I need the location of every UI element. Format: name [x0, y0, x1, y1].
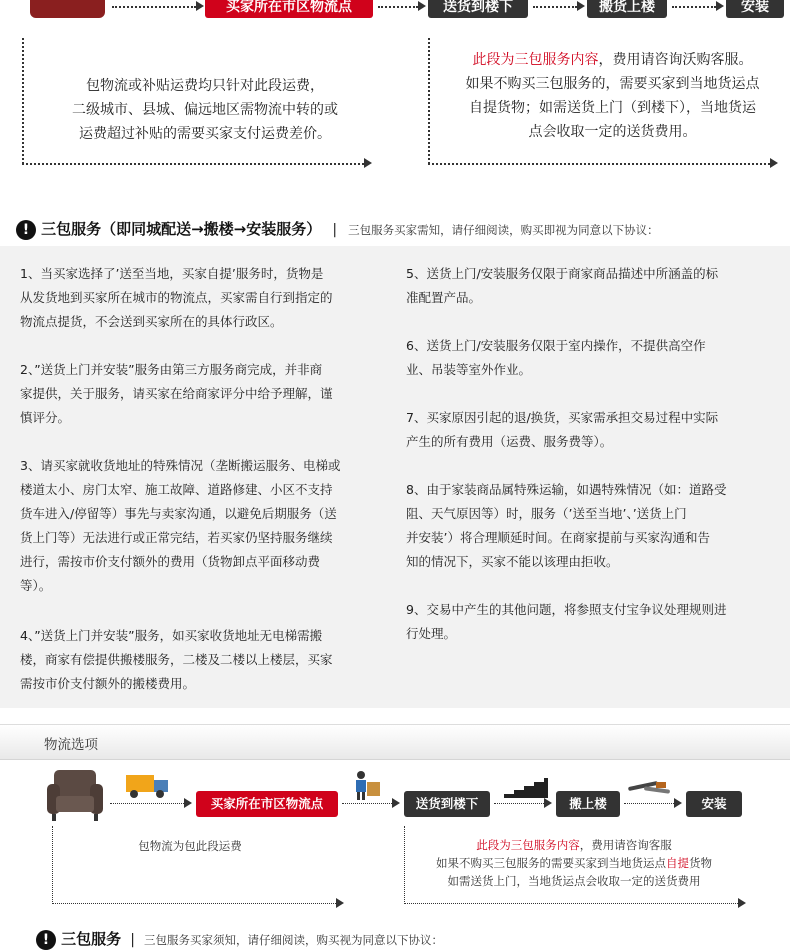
logistics-header-bar: [0, 724, 790, 760]
section-subtitle: 三包服务买家需知，请仔细阅读，购买即视为同意以下协议：: [348, 223, 659, 237]
logistics-right-note: 此段为三包服务内容，费用请咨询客服 如果不购买三包服务的需要买家到当地货运点自提货物 如需送货上门，当地货运点会收取一定的送货费用: [436, 838, 712, 888]
stage-install: 安装: [726, 0, 784, 18]
term-1: 1、当买家选择了’送至当地，买家自提’服务时，货物是 从发货地到买家所在城市的物流点，买家需自行到指定的 物流点提货，不会送到买家所在的具体行政区。: [20, 266, 333, 329]
term-2: 2、”送货上门并安装”服务由第三方服务商完成，并非商 家提供，关于服务，请买家在给商家评分中给予理解，谨 慎评分。: [20, 362, 333, 425]
section-header: ! 三包服务（即同城配送→搬楼→安装服务） | 三包服务买家需知，请仔细阅读，购买即视为同意以下协议：: [16, 218, 786, 240]
logistics-header: 物流选项: [44, 737, 98, 753]
exclamation-icon: !: [16, 220, 36, 240]
term-3: 3、请买家就收货地址的特殊情况（垄断搬运服务、电梯或 楼道太小、房门太窄、施工故障、道路修建、小区不支持 货车进入/停留等）事先与卖家沟通，以避免后期服务（送 货上门等）无法进行或正常完结，若买家仍坚持服务继续 进行，需按市价支付额外的费用（货物卸点平面移动费 等）。: [20, 458, 341, 593]
logistics-stage-downstairs: 送货到楼下: [404, 791, 490, 817]
section-title: 三包服务（即同城配送→搬楼→安装服务）: [41, 220, 322, 238]
armchair-icon: [46, 768, 104, 822]
logistics-stage-install: 安装: [686, 791, 742, 817]
truck-icon: [126, 772, 170, 800]
exclamation-icon: !: [36, 930, 56, 950]
footer-header: ! 三包服务 | 三包服务买家须知，请仔细阅读，购买视为同意以下协议：: [36, 928, 786, 950]
sofa-image: [30, 0, 105, 18]
stairs-icon: [504, 778, 548, 798]
top-right-note: 此段为三包服务内容，费用请咨询沃购客服。 如果不购买三包服务的，需要买家到当地货运点 自提货物；如需送货上门（到楼下），当地货运 点会收取一定的送货费用。: [465, 52, 760, 140]
logistics-stage-upstairs: 搬上楼: [556, 791, 620, 817]
top-left-note: 包物流或补贴运费均只针对此段运费， 二级城市、县城、偏远地区需物流中转的或 运费超过补贴的需要买家支付运费差价。: [72, 78, 338, 142]
footer-title: 三包服务: [61, 930, 122, 948]
term-5: 5、送货上门/安装服务仅限于商家商品描述中所涵盖的标 准配置产品。: [406, 266, 719, 305]
stage-carry-upstairs: 搬货上楼: [587, 0, 667, 18]
logistics-left-note: 包物流为包此段运费: [138, 839, 242, 853]
tools-icon: [626, 776, 674, 798]
logistics-stage-city: 买家所在市区物流点: [196, 791, 338, 817]
term-8: 8、由于家装商品属特殊运输，如遇特殊情况（如：道路受 阻、天气原因等）时，服务（’送至当地’、’送货上门 并安装’）将合理顺延时间。在商家提前与买家沟通和告 知的情况下，买家不能以该理由拒收。: [406, 482, 727, 569]
stage-deliver-downstairs: 送货到楼下: [428, 0, 528, 18]
term-4: 4、”送货上门并安装”服务，如买家收货地址无电梯需搬 楼，商家有偿提供搬楼服务，二楼及二楼以上楼层，买家 需按市价支付额外的搬楼费用。: [20, 628, 333, 691]
delivery-man-icon: [352, 770, 382, 800]
term-9: 9、交易中产生的其他问题，将参照支付宝争议处理规则进 行处理。: [406, 602, 727, 641]
stage-city-logistics: 买家所在市区物流点: [205, 0, 373, 18]
term-6: 6、送货上门/安装服务仅限于室内操作，不提供高空作 业、吊装等室外作业。: [406, 338, 706, 377]
term-7: 7、买家原因引起的退/换货，买家需承担交易过程中实际 产生的所有费用（运费、服务费等）。: [406, 410, 719, 449]
footer-subtitle: 三包服务买家须知，请仔细阅读，购买视为同意以下协议：: [144, 933, 444, 947]
